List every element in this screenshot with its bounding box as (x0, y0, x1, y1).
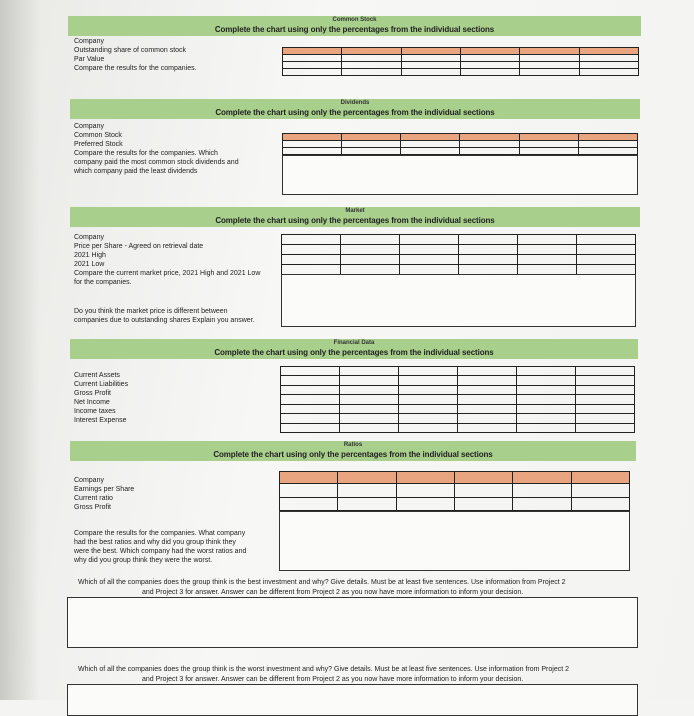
table-cell[interactable] (454, 497, 512, 510)
table-cell[interactable] (460, 148, 519, 155)
table-cell[interactable] (342, 134, 401, 141)
market-labels (74, 233, 260, 287)
table-cell[interactable] (342, 69, 401, 76)
ratios-question (74, 529, 246, 565)
table-cell[interactable] (283, 141, 342, 148)
table-cell[interactable] (340, 395, 399, 404)
table-cell[interactable] (280, 497, 338, 510)
table-cell[interactable] (340, 385, 399, 394)
table-cell[interactable] (401, 134, 460, 141)
label-compare-line2: company paid the most common stock dividends and (74, 159, 239, 166)
table-cell[interactable] (518, 245, 577, 255)
financial-data-labels (74, 371, 128, 425)
table-cell[interactable] (460, 134, 519, 141)
table-cell[interactable] (579, 55, 638, 62)
table-cell[interactable] (283, 69, 342, 76)
table-cell[interactable] (517, 423, 576, 432)
table-cell[interactable] (458, 376, 517, 385)
table-cell[interactable] (520, 55, 579, 62)
label-company: Company (74, 38, 104, 45)
table-cell[interactable] (400, 245, 459, 255)
dividends-table (282, 133, 638, 155)
ratios-question-line1: Compare the results for the companies. What company (74, 530, 246, 537)
common-stock-labels (74, 37, 197, 73)
table-cell[interactable] (571, 497, 629, 510)
page-shadow (0, 0, 40, 700)
table-cell[interactable] (459, 255, 518, 265)
table-cell[interactable] (579, 69, 638, 76)
label-compare: Compare the results for the companies. (74, 65, 197, 72)
table-cell[interactable] (576, 367, 635, 376)
table-cell[interactable] (517, 404, 576, 413)
table-cell[interactable] (460, 48, 519, 55)
ratios-question-line3: were the best. Which company had the worst ratios and (74, 548, 247, 555)
table-cell[interactable] (280, 472, 338, 484)
label-interest-expense: Interest Expense (74, 417, 127, 424)
financial-data-header (70, 339, 638, 359)
financial-data-table (280, 366, 635, 433)
label-outstanding-shares: Outstanding share of common stock (74, 47, 187, 54)
table-cell[interactable] (579, 48, 638, 55)
table-cell[interactable] (283, 148, 342, 155)
table-cell[interactable] (517, 395, 576, 404)
table-cell[interactable] (280, 484, 338, 497)
table-cell[interactable] (513, 497, 571, 510)
table-cell[interactable] (576, 376, 635, 385)
table-cell[interactable] (517, 367, 576, 376)
label-company: Company (74, 234, 104, 241)
table-cell[interactable] (283, 55, 342, 62)
table-cell[interactable] (577, 245, 636, 255)
table-cell[interactable] (460, 69, 519, 76)
table-cell[interactable] (576, 385, 635, 394)
table-cell[interactable] (342, 148, 401, 155)
dividends-title: Dividends (340, 100, 370, 106)
label-par-value: Par Value (74, 56, 105, 63)
label-compare-line1: Compare the results for the companies. Which (74, 150, 218, 157)
table-cell[interactable] (341, 265, 400, 275)
table-cell[interactable] (579, 62, 638, 69)
table-cell[interactable] (396, 472, 454, 484)
table-cell[interactable] (460, 62, 519, 69)
table-cell[interactable] (282, 235, 341, 245)
table-cell[interactable] (458, 367, 517, 376)
table-cell[interactable] (520, 69, 579, 76)
label-income-taxes: Income taxes (74, 408, 116, 415)
market-table (281, 234, 636, 275)
common-stock-title: Common Stock (332, 17, 377, 23)
label-company: Company (74, 123, 104, 130)
table-cell[interactable] (518, 235, 577, 245)
label-common-stock: Common Stock (74, 132, 122, 139)
common-stock-header (68, 16, 641, 36)
table-cell[interactable] (458, 423, 517, 432)
table-cell[interactable] (399, 376, 458, 385)
table-cell[interactable] (459, 265, 518, 275)
table-cell[interactable] (577, 265, 636, 275)
table-cell[interactable] (342, 55, 401, 62)
table-cell[interactable] (576, 414, 635, 423)
financial-data-title: Financial Data (333, 340, 375, 346)
table-cell[interactable] (401, 69, 460, 76)
table-cell[interactable] (399, 404, 458, 413)
table-cell[interactable] (578, 141, 637, 148)
ratios-table (279, 471, 630, 511)
table-cell[interactable] (340, 404, 399, 413)
table-cell[interactable] (396, 497, 454, 510)
label-compare-line3: which company paid the least dividends (74, 168, 198, 175)
common-stock-instruction: Complete the chart using only the percentages from the individual sections (214, 25, 495, 34)
table-cell[interactable] (458, 404, 517, 413)
table-cell[interactable] (283, 48, 342, 55)
label-2021-low: 2021 Low (74, 261, 105, 268)
table-cell[interactable] (283, 62, 342, 69)
table-cell[interactable] (460, 141, 519, 148)
table-cell[interactable] (578, 134, 637, 141)
table-cell[interactable] (281, 376, 340, 385)
market-title: Market (345, 208, 365, 214)
dividends-answer-box[interactable] (282, 155, 638, 195)
label-compare-line2: for the companies. (74, 279, 132, 286)
table-cell[interactable] (340, 376, 399, 385)
label-gross-profit: Gross Profit (74, 504, 111, 511)
table-cell[interactable] (282, 245, 341, 255)
table-cell[interactable] (401, 55, 460, 62)
table-cell[interactable] (459, 245, 518, 255)
table-cell[interactable] (281, 423, 340, 432)
label-earnings-per-share: Earnings per Share (74, 486, 135, 493)
table-cell[interactable] (400, 235, 459, 245)
table-cell[interactable] (517, 414, 576, 423)
market-question (74, 307, 255, 325)
market-instruction: Complete the chart using only the percentages from the individual sections (215, 216, 495, 225)
label-current-ratio: Current ratio (74, 495, 113, 502)
table-cell[interactable] (454, 484, 512, 497)
table-cell[interactable] (340, 367, 399, 376)
table-cell[interactable] (513, 472, 571, 484)
worst-investment-question-line2: and Project 3 for answer. Answer can be different from Project 2 as you now have more information to inform your decision. (142, 676, 524, 683)
market-answer-box[interactable] (281, 274, 636, 327)
table-cell[interactable] (342, 62, 401, 69)
best-investment-question-line1: Which of all the companies does the group think is the best investment and why? Give details. Must be at least five sentences. Use information from Project 2 (78, 579, 566, 586)
table-cell[interactable] (518, 265, 577, 275)
table-cell[interactable] (283, 134, 342, 141)
ratios-instruction: Complete the chart using only the percentages from the individual sections (213, 450, 493, 459)
table-cell[interactable] (458, 385, 517, 394)
table-cell[interactable] (454, 472, 512, 484)
table-cell[interactable] (341, 235, 400, 245)
table-cell[interactable] (459, 235, 518, 245)
table-cell[interactable] (399, 395, 458, 404)
label-gross-profit: Gross Profit (74, 390, 111, 397)
table-cell[interactable] (401, 62, 460, 69)
table-cell[interactable] (460, 55, 519, 62)
table-cell[interactable] (519, 141, 578, 148)
dividends-instruction: Complete the chart using only the percentages from the individual sections (215, 108, 495, 117)
table-cell[interactable] (281, 395, 340, 404)
table-cell[interactable] (519, 148, 578, 155)
ratios-question-line2: had the best ratios and why did you group think they (74, 539, 236, 546)
table-cell[interactable] (281, 414, 340, 423)
table-cell[interactable] (400, 265, 459, 275)
dividends-labels (74, 122, 239, 176)
best-investment-question-line2: and Project 3 for answer. Answer can be different from Project 2 as you now have more information to inform your decision. (142, 589, 524, 596)
table-cell[interactable] (282, 255, 341, 265)
table-cell[interactable] (518, 255, 577, 265)
dividends-header (70, 99, 640, 119)
label-price-per-share: Price per Share - Agreed on retrieval date (74, 243, 204, 250)
label-current-liabilities: Current Liabilities (74, 381, 129, 388)
table-cell[interactable] (519, 134, 578, 141)
table-cell[interactable] (517, 385, 576, 394)
table-cell[interactable] (338, 497, 396, 510)
table-cell[interactable] (282, 265, 341, 275)
table-cell[interactable] (340, 414, 399, 423)
table-cell[interactable] (513, 484, 571, 497)
ratios-header (70, 441, 636, 461)
common-stock-table (282, 47, 639, 76)
table-cell[interactable] (338, 484, 396, 497)
table-cell[interactable] (517, 376, 576, 385)
ratios-question-line4: why did you group think they were the worst. (74, 557, 213, 564)
label-2021-high: 2021 High (74, 252, 106, 259)
table-cell[interactable] (341, 245, 400, 255)
table-cell[interactable] (281, 385, 340, 394)
table-cell[interactable] (341, 255, 400, 265)
table-cell[interactable] (401, 48, 460, 55)
table-cell[interactable] (578, 148, 637, 155)
table-cell[interactable] (520, 62, 579, 69)
table-cell[interactable] (576, 423, 635, 432)
market-header (70, 207, 640, 227)
label-preferred-stock: Preferred Stock (74, 141, 123, 148)
table-cell[interactable] (281, 367, 340, 376)
financial-data-instruction: Complete the chart using only the percentages from the individual sections (214, 348, 494, 357)
label-compare-line1: Compare the current market price, 2021 High and 2021 Low (74, 270, 261, 277)
table-cell[interactable] (401, 141, 460, 148)
table-cell[interactable] (458, 414, 517, 423)
ratios-labels (74, 476, 134, 512)
table-cell[interactable] (399, 367, 458, 376)
table-cell[interactable] (571, 484, 629, 497)
worst-investment-answer-box[interactable] (67, 684, 638, 716)
table-cell[interactable] (399, 414, 458, 423)
best-investment-answer-box[interactable] (67, 597, 638, 648)
table-cell[interactable] (520, 48, 579, 55)
table-cell[interactable] (458, 395, 517, 404)
table-cell[interactable] (576, 395, 635, 404)
table-cell[interactable] (577, 255, 636, 265)
table-cell[interactable] (577, 235, 636, 245)
table-cell[interactable] (338, 472, 396, 484)
table-cell[interactable] (400, 255, 459, 265)
table-cell[interactable] (576, 404, 635, 413)
label-company: Company (74, 477, 104, 484)
table-cell[interactable] (571, 472, 629, 484)
table-cell[interactable] (342, 141, 401, 148)
worst-investment-question-line1: Which of all the companies does the group think is the worst investment and why? Give details. Must be at least five sentences. Use information from Project 2 (78, 666, 570, 673)
ratios-title: Ratios (343, 442, 363, 448)
table-cell[interactable] (281, 404, 340, 413)
market-question-line2: companies due to outstanding shares Explain you answer. (74, 317, 255, 324)
market-question-line1: Do you think the market price is different between (74, 308, 228, 315)
label-current-assets: Current Assets (74, 372, 120, 379)
label-net-income: Net Income (74, 399, 110, 406)
table-cell[interactable] (340, 423, 399, 432)
ratios-answer-box[interactable] (279, 511, 630, 571)
table-cell[interactable] (396, 484, 454, 497)
table-cell[interactable] (401, 148, 460, 155)
table-cell[interactable] (342, 48, 401, 55)
table-cell[interactable] (399, 423, 458, 432)
table-cell[interactable] (399, 385, 458, 394)
